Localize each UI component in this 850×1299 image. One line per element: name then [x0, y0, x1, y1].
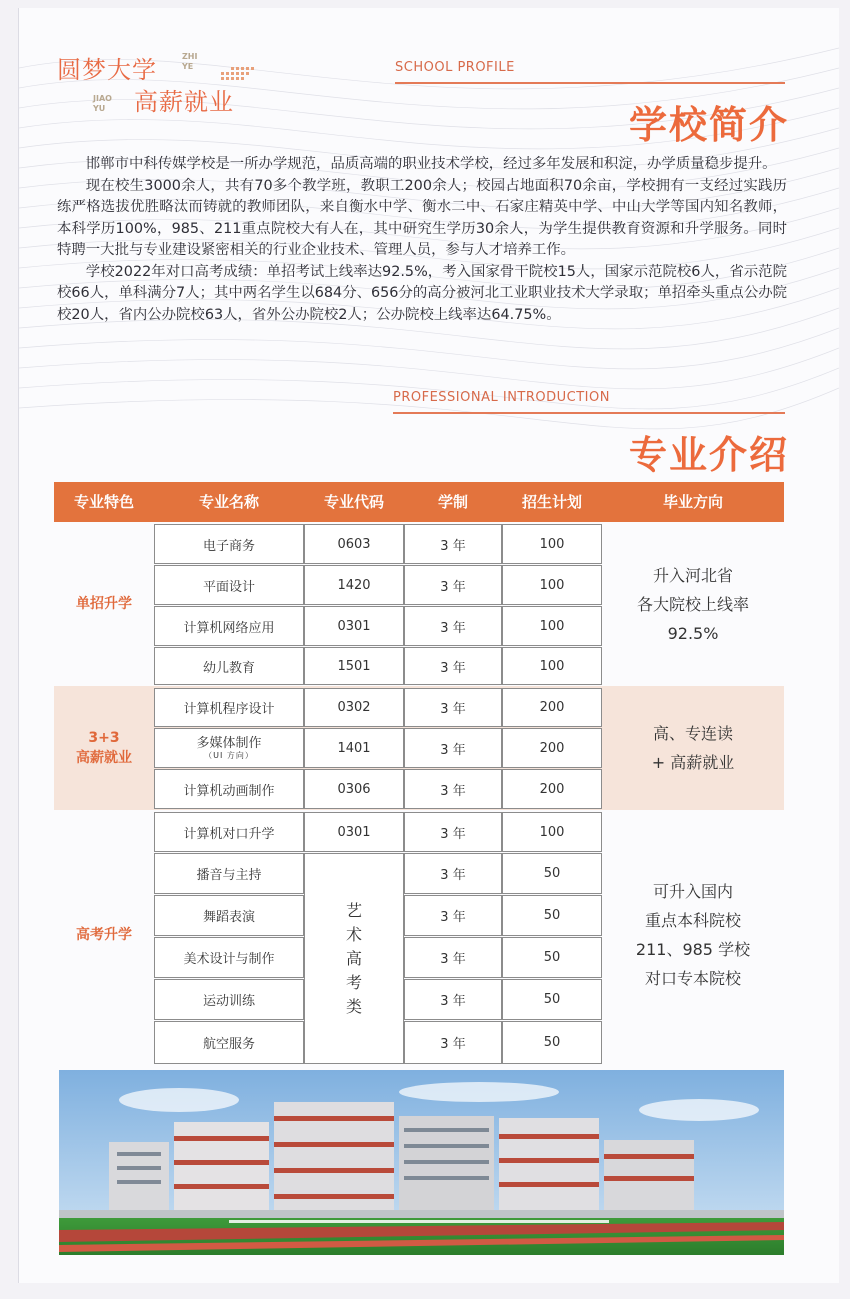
table-cell-name: 舞蹈表演: [154, 895, 304, 936]
school-intro-text: [57, 154, 787, 326]
professional-intro-label: PROFESSIONAL INTRODUCTION: [393, 390, 610, 405]
group-single-admission: [54, 522, 784, 686]
table-cell-plan: 50: [502, 1021, 602, 1064]
school-profile-label: SCHOOL PROFILE: [395, 60, 515, 75]
table-header: [54, 482, 784, 522]
table-cell-name: 计算机网络应用: [154, 606, 304, 646]
art-exam-code-cell: [304, 853, 404, 1064]
table-cell-years: 3 年: [404, 853, 502, 894]
art-code-char: 类: [345, 996, 362, 1016]
table-cell-years: 3 年: [404, 524, 502, 564]
table-cell-years: 3 年: [404, 937, 502, 978]
feature-label: [54, 686, 154, 810]
table-cell-code: 1401: [304, 728, 404, 768]
logo-jiao-line: JIAO: [93, 94, 112, 103]
destination-line: 升入河北省: [652, 565, 733, 585]
destination-line: + 高薪就业: [651, 753, 735, 772]
destination-line: 对口专本院校: [644, 969, 741, 988]
logo-bottom-text: 高薪就业: [134, 88, 234, 116]
intro-paragraph: 学校2022年对口高考成绩：单招考试上线率达92.5%，考入国家骨干院校15人，国家示范院校6人，省示范院校66人，单科满分7人；其中两名学生以684分、656分的高分被河北工业职业技术大学录取；单招牵头重点公办院校20人，省内公办院校63人，省外公办院校2人；公办院校上线率达64.75%。: [57, 263, 787, 323]
table-cell-plan: 100: [502, 647, 602, 685]
table-cell-name: 运动训练: [154, 979, 304, 1020]
destination-text: [602, 686, 784, 810]
feature-line: 3+3: [88, 730, 120, 746]
feature-label: 高考升学: [76, 927, 132, 943]
table-cell-name: 播音与主持: [154, 853, 304, 894]
table-cell-code: 0301: [304, 812, 404, 852]
feature-line: 高薪就业: [76, 750, 132, 766]
table-cell-code: 0306: [304, 769, 404, 809]
table-cell-name: 计算机程序设计: [154, 688, 304, 727]
table-cell-plan: 200: [502, 728, 602, 768]
table-cell-plan: 200: [502, 688, 602, 727]
art-code-char: 考: [345, 972, 362, 992]
header-feature: 专业特色: [73, 493, 134, 511]
table-cell-years: 3 年: [404, 895, 502, 936]
table-cell-plan: 50: [502, 895, 602, 936]
brochure-page: [18, 8, 839, 1283]
header-name: 专业名称: [198, 493, 259, 511]
table-cell-plan: 200: [502, 769, 602, 809]
table-cell-plan: 100: [502, 606, 602, 646]
table-cell-name: 电子商务: [154, 524, 304, 564]
major-name-text: 多媒体制作: [196, 735, 262, 751]
table-cell-name: 平面设计: [154, 565, 304, 605]
table-cell-years: 3 年: [404, 647, 502, 685]
table-cell-name: [154, 728, 304, 768]
table-cell-code: 0302: [304, 688, 404, 727]
art-code-char: 高: [345, 948, 362, 968]
table-cell-name: 计算机动画制作: [154, 769, 304, 809]
destination-line: 可升入国内: [652, 882, 733, 901]
table-cell-years: 3 年: [404, 769, 502, 809]
feature-label: 单招升学: [76, 596, 132, 612]
group-college-entrance: [54, 810, 784, 1068]
table-cell-years: 3 年: [404, 606, 502, 646]
professional-intro-title: 专业介绍: [629, 433, 790, 477]
header-destination: 毕业方向: [662, 493, 723, 511]
group-3plus3-employment: [54, 686, 784, 810]
header-years: 学制: [437, 493, 468, 511]
table-cell-years: 3 年: [404, 812, 502, 852]
destination-line: 高、专连读: [652, 724, 733, 743]
table-cell-name: 幼儿教育: [154, 647, 304, 685]
destination-text: [602, 522, 784, 686]
table-cell-years: 3 年: [404, 979, 502, 1020]
destination-line: 211、985 学校: [635, 940, 751, 959]
intro-paragraph: 邯郸市中科传媒学校是一所办学规范，品质高端的职业技术学校，经过多年发展和积淀，办学质量稳步提升。: [85, 156, 777, 172]
major-subtitle: （UI 方向）: [204, 750, 254, 760]
table-cell-years: 3 年: [404, 688, 502, 727]
destination-line: 92.5%: [667, 623, 719, 643]
professional-intro-divider: [393, 412, 785, 414]
table-cell-plan: 50: [502, 979, 602, 1020]
table-cell-plan: 100: [502, 812, 602, 852]
table-cell-code: 1501: [304, 647, 404, 685]
logo-zhi-label: [182, 52, 197, 72]
campus-photo: [59, 1070, 784, 1255]
table-cell-code: 1420: [304, 565, 404, 605]
table-cell-name: 计算机对口升学: [154, 812, 304, 852]
majors-table: [54, 482, 784, 1068]
table-cell-plan: 100: [502, 524, 602, 564]
table-cell-years: 3 年: [404, 728, 502, 768]
logo: [49, 50, 239, 120]
intro-paragraph: 现在校生3000余人，共有70多个教学班，教职工200余人；校园占地面积70余亩，学校拥有一支经过实践历练严格选拔优胜略汰而铸就的教师团队，来自衡水中学、衡水二中、石家庄精英中学、中山大学等国内知名教师，本科学历100%，985、211重点院校大有人在，其中研究生学历30余人，为学生提供教育资源和升学服务。同时特聘一大批与专业建设紧密相关的行业企业技术、管理人员，参与人才培养工作。: [57, 177, 787, 258]
destination-text: [602, 810, 784, 1060]
art-code-char: 术: [345, 924, 362, 944]
school-profile-divider: [395, 82, 785, 84]
table-cell-name: 航空服务: [154, 1021, 304, 1064]
logo-zhi-line: ZHI: [182, 52, 198, 61]
header-plan: 招生计划: [521, 493, 582, 511]
table-cell-plan: 50: [502, 937, 602, 978]
header-code: 专业代码: [323, 493, 384, 511]
table-cell-name: 美术设计与制作: [154, 937, 304, 978]
table-cell-code: 0301: [304, 606, 404, 646]
table-cell-plan: 50: [502, 853, 602, 894]
table-cell-plan: 100: [502, 565, 602, 605]
logo-yu-line: YU: [93, 104, 106, 113]
table-cell-years: 3 年: [404, 565, 502, 605]
art-code-char: 艺: [345, 900, 362, 920]
table-cell-years: 3 年: [404, 1021, 502, 1064]
destination-line: 重点本科院校: [644, 911, 741, 930]
table-cell-code: 0603: [304, 524, 404, 564]
logo-top-text: 圆梦大学: [57, 56, 157, 84]
school-profile-title: 学校简介: [629, 103, 790, 147]
logo-ye-line: YE: [182, 62, 194, 71]
destination-line: 各大院校上线率: [636, 594, 749, 614]
logo-jiao-label: [93, 94, 112, 114]
